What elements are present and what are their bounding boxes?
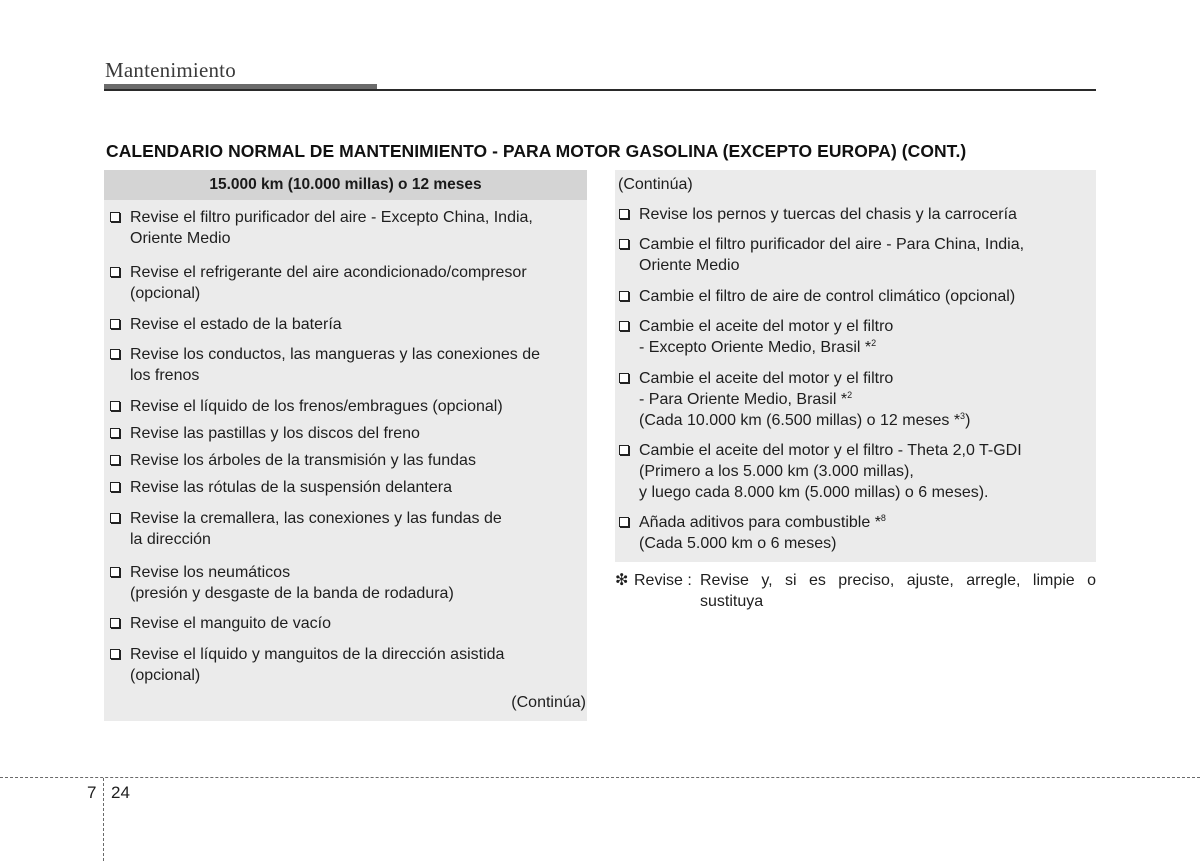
maintenance-panel-continued <box>615 170 1096 562</box>
asterisk-icon: ❇ <box>615 572 629 589</box>
checkbox-icon <box>110 482 120 492</box>
checkbox-icon <box>619 373 629 383</box>
maintenance-panel-15000km <box>104 170 587 721</box>
checkbox-icon <box>619 239 629 249</box>
list-item: Cambie el filtro de aire de control climático (opcional) <box>617 286 1099 307</box>
list-item: Revise el manguito de vacío <box>108 613 590 634</box>
checkbox-icon <box>110 212 120 222</box>
checkbox-icon <box>110 428 120 438</box>
checkbox-icon <box>110 401 120 411</box>
checkbox-icon <box>619 209 629 219</box>
footer-divider <box>0 777 1200 778</box>
page-heading: CALENDARIO NORMAL DE MANTENIMIENTO - PARA MOTOR GASOLINA (EXCEPTO EUROPA) (CONT.) <box>106 141 967 161</box>
list-item: Revise los árboles de la transmisión y las fundas <box>108 450 590 471</box>
section-title: Mantenimiento <box>105 58 236 82</box>
list-item: Revise los neumáticos (presión y desgaste de la banda de rodadura) <box>108 562 590 604</box>
list-item: Cambie el filtro purificador del aire - Para China, India, Oriente Medio <box>617 234 1099 276</box>
list-item: Revise el refrigerante del aire acondicionado/compresor (opcional) <box>108 262 590 304</box>
list-item: Revise las pastillas y los discos del freno <box>108 423 590 444</box>
list-item: Revise las rótulas de la suspensión delantera <box>108 477 590 498</box>
note-definition: Revise y, si es preciso, ajuste, arregle, limpie o sustituya <box>700 572 1096 610</box>
note-term: Revise : <box>634 572 692 589</box>
section-rule <box>104 89 1096 91</box>
continued-label: (Continúa) <box>618 176 693 193</box>
checkbox-icon <box>110 267 120 277</box>
checkbox-icon <box>110 649 120 659</box>
checkbox-icon <box>110 567 120 577</box>
checkbox-icon <box>110 349 120 359</box>
chapter-number: 7 <box>87 783 97 802</box>
checkbox-icon <box>619 291 629 301</box>
list-item: Revise el estado de la batería <box>108 314 590 335</box>
list-item: Revise los pernos y tuercas del chasis y la carrocería <box>617 204 1099 225</box>
list-item: Cambie el aceite del motor y el filtro - Para Oriente Medio, Brasil *$^2$ (Cada 10.000 km (6.500 millas) o 12 meses *$^3$) <box>617 368 1099 431</box>
list-item: Añada aditivos para combustible *$^8$ (Cada 5.000 km o 6 meses) <box>617 512 1099 554</box>
list-item: Revise los conductos, las mangueras y las conexiones de los frenos <box>108 344 590 386</box>
list-item: Revise el líquido y manguitos de la dirección asistida (opcional) <box>108 644 590 686</box>
checkbox-icon <box>110 455 120 465</box>
checkbox-icon <box>110 618 120 628</box>
continues-label: (Continúa) <box>511 694 586 711</box>
panel-header: 15.000 km (10.000 millas) o 12 meses <box>104 170 587 200</box>
checkbox-icon <box>110 513 120 523</box>
checkbox-icon <box>619 445 629 455</box>
list-item: Revise el líquido de los frenos/embragues (opcional) <box>108 396 590 417</box>
list-item: Revise el filtro purificador del aire - Excepto China, India, Oriente Medio <box>108 207 590 249</box>
page-number: 24 <box>111 783 130 802</box>
checkbox-icon <box>110 319 120 329</box>
list-item: Cambie el aceite del motor y el filtro - Excepto Oriente Medio, Brasil *$^2$ <box>617 316 1099 358</box>
checkbox-icon <box>619 321 629 331</box>
footer-vertical-divider <box>103 778 104 861</box>
list-item: Cambie el aceite del motor y el filtro - Theta 2,0 T-GDI (Primero a los 5.000 km (3.000 millas), y luego cada 8.000 km (5.000 millas) o 6 meses). <box>617 440 1099 503</box>
checkbox-icon <box>619 517 629 527</box>
list-item: Revise la cremallera, las conexiones y las fundas de la dirección <box>108 508 590 550</box>
